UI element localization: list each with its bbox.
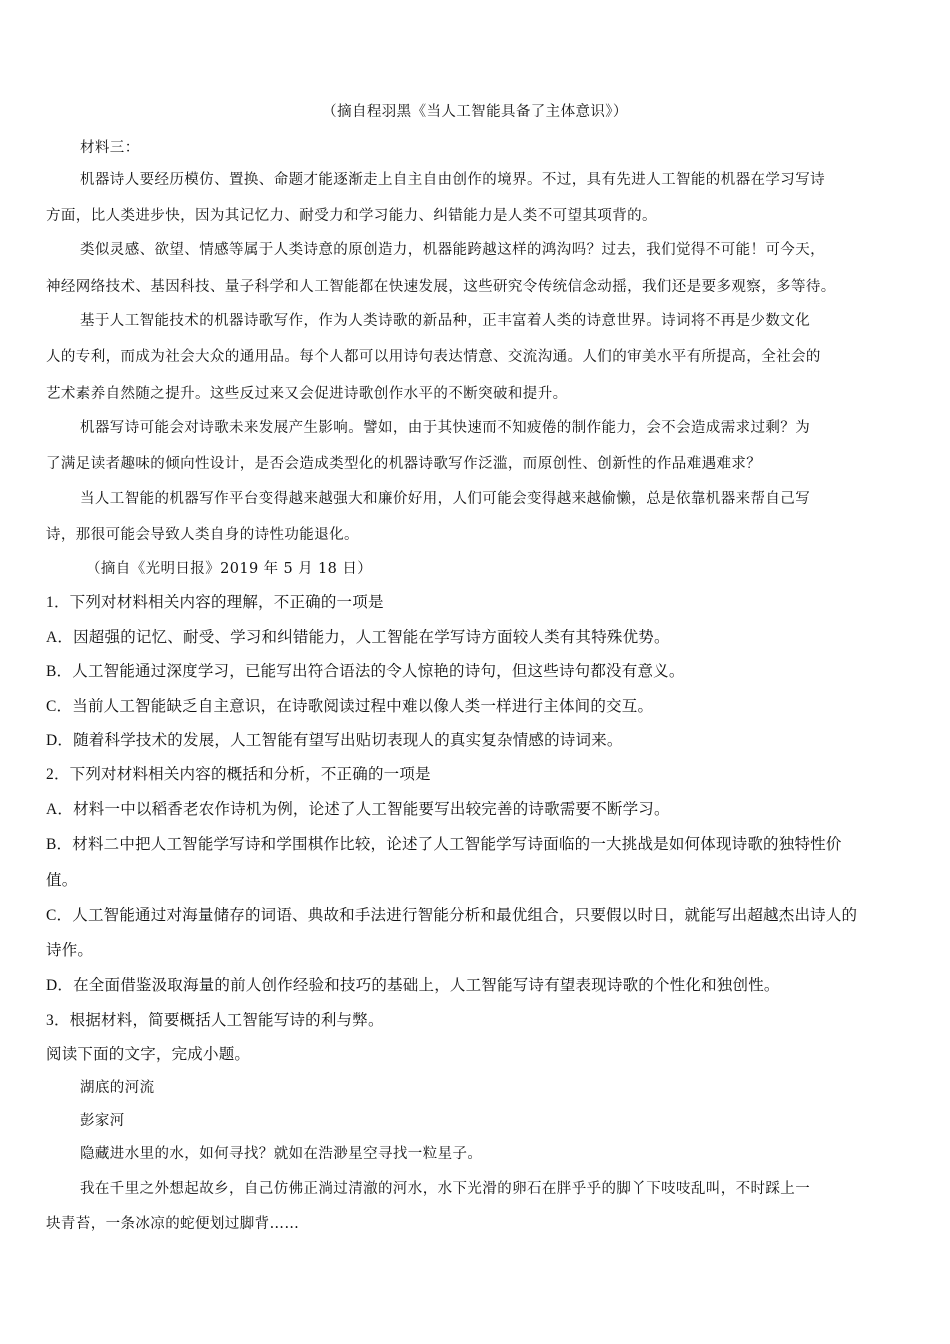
paragraph-line: 机器诗人要经历模仿、置换、命题才能逐渐走上自主自由创作的境界。不过，具有先进人工智能的机器在学习写诗	[80, 172, 825, 188]
option-b: B．材料二中把人工智能学写诗和学围棋作比较，论述了人工智能学写诗面临的一大挑战是如何体现诗歌的独特性价	[46, 836, 842, 853]
reading-instruction: 阅读下面的文字，完成小题。	[46, 1046, 251, 1063]
option-c: C．当前人工智能缺乏自主意识，在诗歌阅读过程中难以像人类一样进行主体间的交互。	[46, 698, 654, 715]
option-b-cont: 值。	[46, 872, 78, 889]
story-title: 湖底的河流	[80, 1080, 155, 1096]
story-line: 我在千里之外想起故乡，自己仿佛正淌过清澈的河水，水下光滑的卵石在胖乎乎的脚丫下吱吱乱叫，不时踩上一	[80, 1181, 811, 1197]
option-c: C．人工智能通过对海量储存的词语、典故和手法进行智能分析和最优组合，只要假以时日，就能写出超越杰出诗人的	[46, 907, 858, 924]
story-line: 隐藏进水里的水，如何寻找？就如在浩渺星空寻找一粒星子。	[80, 1146, 483, 1162]
paragraph-line: 神经网络技术、基因科技、量子科学和人工智能都在快速发展，这些研究令传统信念动摇，我们还是要多观察，多等待。	[46, 279, 836, 295]
paragraph-line: 了满足读者趣味的倾向性设计，是否会造成类型化的机器诗歌写作泛滥，而原创性、创新性的作品难遇难求？	[46, 456, 762, 472]
paragraph-line: 艺术素养自然随之提升。这些反过来又会促进诗歌创作水平的不断突破和提升。	[46, 386, 568, 402]
story-author: 彭家河	[80, 1113, 125, 1129]
paragraph-line: 基于人工智能技术的机器诗歌写作，作为人类诗歌的新品种，正丰富着人类的诗意世界。诗词将不再是少数文化	[80, 313, 811, 329]
paragraph-line: 方面，比人类进步快，因为其记忆力、耐受力和学习能力、纠错能力是人类不可望其项背的。	[46, 208, 657, 224]
paragraph-line: 诗，那很可能会导致人类自身的诗性功能退化。	[46, 527, 359, 543]
material-3-label: 材料三：	[80, 140, 140, 156]
option-b: B．人工智能通过深度学习，已能写出符合语法的令人惊艳的诗句，但这些诗句都没有意义。	[46, 663, 685, 680]
option-a: A．因超强的记忆、耐受、学习和纠错能力，人工智能在学写诗方面较人类有其特殊优势。	[46, 629, 670, 646]
question-stem: 1．下列对材料相关内容的理解，不正确的一项是	[46, 594, 384, 611]
paragraph-line: 人的专利，而成为社会大众的通用品。每个人都可以用诗句表达情意、交流沟通。人们的审美水平有所提高，全社会的	[46, 349, 821, 365]
source-citation-1: （摘自程羽黑《当人工智能具备了主体意识》）	[322, 104, 628, 120]
question-stem: 2．下列对材料相关内容的概括和分析，不正确的一项是	[46, 766, 431, 783]
option-d: D．在全面借鉴汲取海量的前人创作经验和技巧的基础上，人工智能写诗有望表现诗歌的个性化和独创性。	[46, 977, 780, 994]
paragraph-line: 机器写诗可能会对诗歌未来发展产生影响。譬如，由于其快速而不知疲倦的制作能力，会不会造成需求过剩？为	[80, 420, 811, 436]
option-d: D．随着科学技术的发展，人工智能有望写出贴切表现人的真实复杂情感的诗词来。	[46, 732, 623, 749]
paragraph-line: 类似灵感、欲望、情感等属于人类诗意的原创造力，机器能跨越这样的鸿沟吗？过去，我们觉得不可能！可今天，	[80, 242, 825, 258]
option-c-cont: 诗作。	[46, 942, 94, 959]
story-line: 块青苔，一条冰凉的蛇便划过脚背……	[46, 1216, 300, 1232]
paragraph-line: 当人工智能的机器写作平台变得越来越强大和廉价好用，人们可能会变得越来越偷懒，总是依靠机器来帮自己写	[80, 491, 811, 507]
question-3: 3．根据材料，简要概括人工智能写诗的利与弊。	[46, 1012, 384, 1029]
source-citation-2: （摘自《光明日报》2019 年 5 月 18 日）	[86, 561, 373, 577]
option-a: A．材料一中以稻香老农作诗机为例，论述了人工智能要写出较完善的诗歌需要不断学习。	[46, 801, 670, 818]
